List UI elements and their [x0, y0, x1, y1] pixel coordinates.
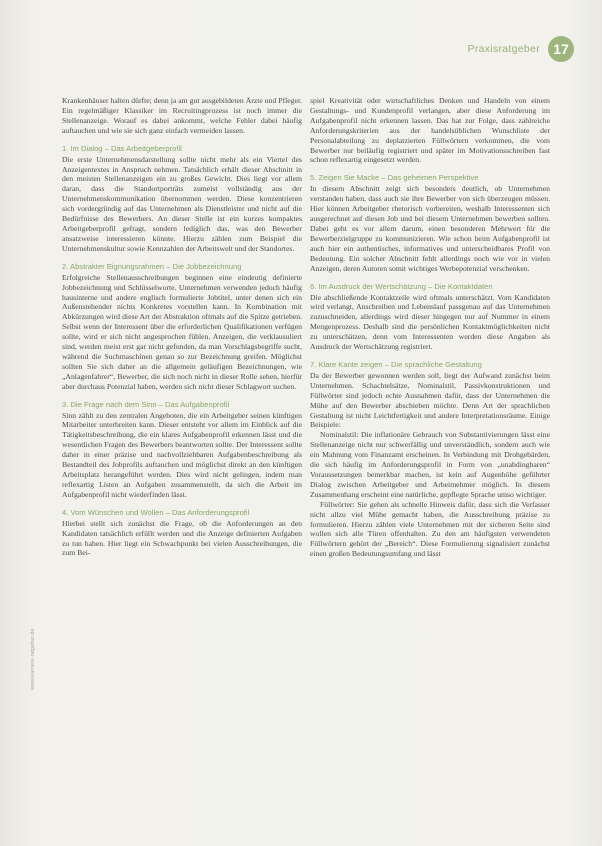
side-label: www.karriere-ratgeber.de — [30, 628, 36, 690]
body-paragraph: Die erste Unternehmensdarstellung sollte nicht mehr als ein Viertel des Anzeigentextes in Anspruch nehmen. Tatsächlich erhält dieser Abschnitt in den meisten Stellenanzeigen ein zu großes Gewicht. Dies liegt vor allem daran, dass die Standortporträts zumeist vollständig aus der Unternehmenskommunikation übernommen werden. Diese konzentrieren sich vordergründig auf das Unternehmen als Dienstleister und nicht auf die Bedürfnisse des Bewerbers. An dieser Stelle ist ein kurzes kompaktes Arbeitgeberprofil gefragt, sondern lediglich das, was den Bewerber ansatzweise interessieren könnte. Hierzu zählen zum Beispiel die Unternehmenskultur sowie Kennzahlen der Arbeitswelt und der Standortes. — [62, 154, 302, 253]
section-heading: 2. Abstrakter Eignungsrahmen – Die Jobbezeichnung — [62, 261, 242, 271]
section-heading: 6. Im Ausdruck der Wertschätzung – Die Kontaktdaten — [310, 281, 493, 291]
section-heading: 7. Klare Kante zeigen – Die sprachliche Gestaltung — [310, 359, 482, 369]
left-column — [62, 96, 302, 558]
section-heading: 5. Zeigen Sie Macke – Das geheimen Perspektive — [310, 173, 479, 183]
left-intro-paragraph: Krankenhäuser halten dürfte; denn ja am gut ausgebildeten Ärzte und Pfleger. Ein regelmäßiger Klassiker im Recruitingprozess ist noch immer die Stellenanzeige. Worauf es dabei ankommt, welche Fehler dabei häufig auftauchen und wie sie sich ganz einfach vermeiden lassen. — [62, 96, 302, 135]
body-paragraph: In diesem Abschnitt zeigt sich besonders deutlich, ob Unternehmen verstanden haben, dass auch sie ihre Bewerber von sich überzeugen müssen. Hier können Arbeitgeber rhetorisch vorbereiten, weshalb Interessenten sich ausgerechnet auf diesen Job und bei diesem Unternehmen bewerben sollten. Dabei geht es vor allem darum, einen besonderen Mehrwert für die Bewerberzielgruppe zu kommunizieren. Wie schon beim Aufgabenprofil ist auch hier ein authentisches, informatives und unterscheidbares Profil von Bedeutung. Ein solcher Abschnitt fehlt allerdings noch wie vor in vielen Anzeigen, deren Autoren somit wichtiges Werbepotenzial verschenken. — [310, 184, 550, 273]
body-paragraph: Nominalstil: Die inflationäre Gebrauch von Substantivierungen lässt eine Stellenanzeige nicht nur schwerfällig und unverständlich, sondern auch wie ein Mahnung vom Finanzamt erscheinen. In Verbindung mit Drohgebärden, die sich häufig im Anforderungsprofil in Form von „unabdingbaren“ Voraussetzungen bemerkbar machen, ist kein auf Augenhöhe geführter Dialog zwischen Arbeitgeber und Arbeitnehmer möglich. In diesem Zusammenhang erscheint eine natürliche, gepflegte Sprache umso wichtiger. — [310, 430, 550, 499]
right-intro-paragraph: spiel Kreativität oder wirtschaftliches Denken und Handeln von einem Gestaltungs- und Kundenprofil verlangen, aber diese Anforderung im Aufgabenprofil nicht erkennen lassen. Das hat zur Folge, dass zahlreiche Anforderungskriterien aus der handelsüblichen Wunschliste der Personalabteilung zu deplatzierten Füllwörtern verkommen, die vom Bewerber nur beiläufig registriert und später im Motivationsschreiben fast schon reflexartig eingesetzt werden. — [310, 96, 550, 165]
section-label: Praxisratgeber — [467, 43, 540, 55]
page-number-badge: 17 — [548, 36, 574, 62]
body-paragraph: Erfolgreiche Stellenausschreibungen beginnen eine eindeutig definierte Jobbezeichnung und Schlüsselworte. Unternehmen verwenden jedoch häufig hausinterne und andere englisch formulierte Jobtitel, unter denen sich ein Außenstehender nichts Konkretes vorstellen kann. In Kombination mit Abkürzungen wird diese Art der Abstraktion oftmals auf die Spitze getrieben. Selbst wenn der Interessent über die erforderlichen Qualifikationen verfügen sollte, wird er sich nicht angesprochen fühlen. Anzeigen, die verklausuliert sind, werden meist erst gar nicht gefunden, da man Vorschlagsbegriffe sucht, während die Suchmaschinen genau so zur Bezeichnung greifen. Möglichst sollten Sie sich daher an die allgemein geläufigen Bezeichnungen, wie „Anlagenfahrer“, Bewerber, die sich noch nicht in dieser Rolle sehen, hierfür aber durchaus Potenzial haben, werden sich nicht dieser Schlagwort suchen. — [62, 272, 302, 391]
body-paragraph: Da der Bewerber gewonnen werden soll, liegt der Aufwand zunächst beim Unternehmen. Schachtelsätze, Nominalstil, Passivkonstruktionen und Füllwörter sind jedoch echte Ausnahmen dafür, dass der Unternehmen die Mühe auf den Bewerber abschieben möchte. Denn Art der sprachlichen Gestaltung ist nicht Leichtfertigkeit und andere Interpretationsräume. Einige Beispiele: — [310, 370, 550, 430]
section-heading: 4. Vom Wünschen und Wollen – Das Anforderungsprofil — [62, 507, 250, 517]
page-header — [468, 36, 574, 62]
body-paragraph: Hierbei stellt sich zunächst die Frage, ob die Anforderungen an den Kandidaten tatsächlich erfüllt werden und die Anzeige definierten Aufgaben zu tun haben. Hier liegt ein Schwachpunkt bei vielen Ausschreibungen, die zum Bei- — [62, 518, 302, 558]
right-column — [310, 96, 550, 559]
body-paragraph: Füllwörter: Sie gehen als schnelle Hinweis dafür, dass sich die Verfasser nicht allzu viel Mühe gemacht haben, die Ausschreibung präzise zu formulieren. Hierzu zählen viele Unternehmen mit der sicheren Seite sind wollen sich alle Türen offenhalten. Zu den am häufigsten verwendeten Füllwörtern gehört der „Bereich“. Diese Formulierung signalisiert zunächst einen großen Bedeutungsumfang und lässt — [310, 499, 550, 559]
section-heading: 1. Im Dialog – Das Arbeitgeberprofil — [62, 143, 182, 153]
section-heading: 3. Die Frage nach dem Sinn – Das Aufgabenprofil — [62, 399, 230, 409]
body-paragraph: Die abschließende Kontaktzeile wird oftmals unterschätzt. Vom Kandidaten wird verlangt, Anschreiben und Lebenslauf passgenau auf das Unternehmen zuzuschneiden, allerdings wird dieser hingegen nur auf Nummer in einem Mengenprozess. Deshalb sind die persönlichen Kontaktmöglichkeiten nicht zu unterschätzen, denn vom Interessenten werden diese Angaben als Ausdruck der Wertschätzung registriert. — [310, 292, 550, 352]
body-paragraph: Sinn zählt zu den zentralen Angeboten, die ein Arbeitgeber seinen künftigen Mitarbeiter unterbreiten kann. Dieser entsteht vor allem im Einblick auf die Tätigkeitsbeschreibung, die ein klares Aufgabenprofil erkennen lässt und die wesentlichen Fragen des Bewerbers beantworten sollte. Der Interessent sollte daher in einer präzise und nachvollziehbaren Aufgabenbeschreibung als Bestandteil des Jobprofils auftauchen und möglichst direkt an den künftigen Arbeitsplatz herangeführt werden. Dies wird nicht gelingen, indem man reflexartig Listen an Aufgaben zusammenstellt, da sich die Arbeit im Aufgabenprofil nicht wiederfinden lässt. — [62, 410, 302, 499]
